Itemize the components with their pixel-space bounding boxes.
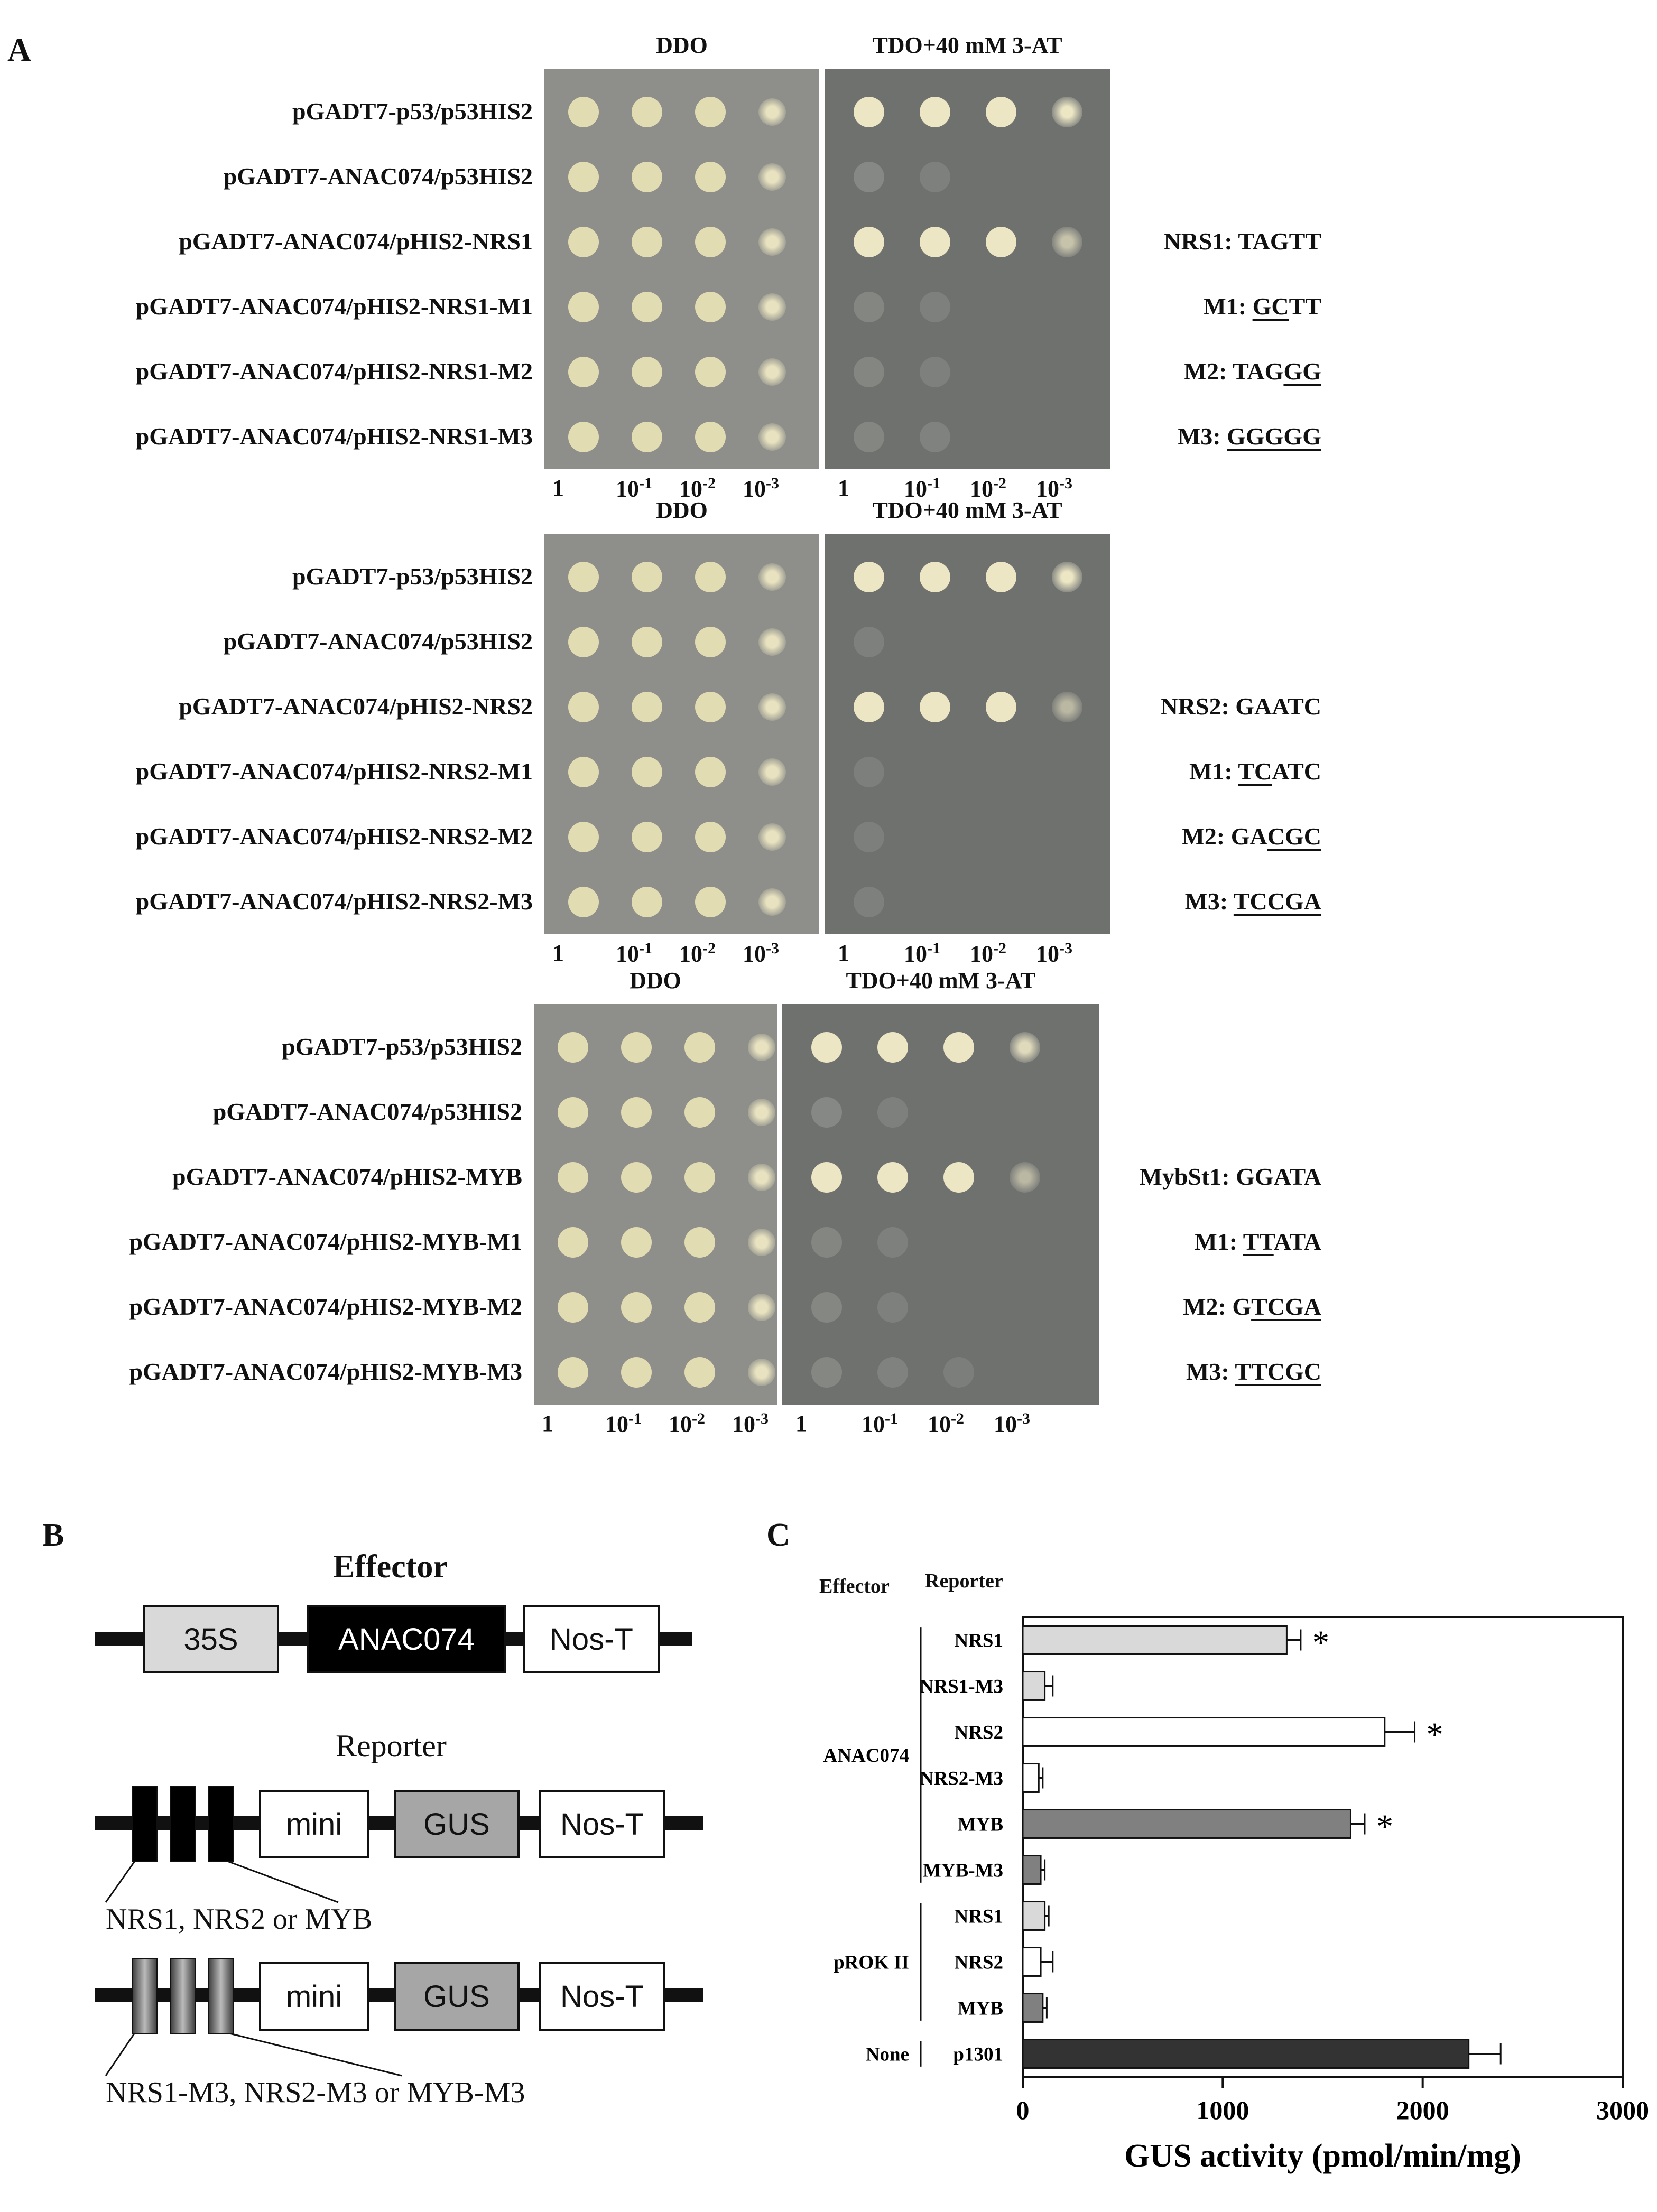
panel-b-letter: B [42,1517,64,1553]
site-prefix: M1: [1194,1228,1243,1255]
strain-label: pGADT7-p53/p53HIS2 [292,97,533,125]
dilution-exponent: -1 [639,940,652,957]
strain-label: pGADT7-ANAC074/pHIS2-NRS2-M3 [135,887,533,915]
strain-label: pGADT7-ANAC074/pHIS2-NRS2 [179,692,533,720]
bar [1023,2040,1469,2068]
dilution-base: 10 [904,476,927,502]
significance-mark: * [1312,1623,1329,1661]
x-tick-label: 0 [1016,2095,1030,2125]
dilution-exponent: -2 [702,475,716,492]
bar [1023,1718,1385,1746]
site-prefix: M3: [1184,887,1234,915]
dilution-exponent: -3 [755,1410,769,1427]
dilution-base: 10 [743,941,766,967]
reporter-title: Reporter [336,1728,447,1763]
dilution-exponent: -1 [639,475,652,492]
site-prefix: M2: [1183,1293,1233,1320]
dilution-base: 10 [994,1411,1017,1437]
reporter-caption-2: NRS1-M3, NRS2-M3 or MYB-M3 [106,2076,525,2109]
reporter-nos-t-box-2: Nos-T [539,1962,665,2031]
mutated-bases: GG [1283,357,1321,385]
dilution-exponent: -3 [1059,475,1072,492]
condition-header-ddo: DDO [656,497,708,523]
bar [1023,1856,1041,1884]
site-sequence: G [1232,1293,1252,1320]
dilution-base: 1 [795,1410,807,1436]
site-sequence: ATA [1273,1228,1321,1255]
condition-header-tdo: TDO+40 mM 3-AT [846,968,1036,993]
strain-label: pGADT7-ANAC074/pHIS2-NRS1-M1 [135,292,533,320]
site-prefix: M2: [1181,822,1231,850]
dilution-base: 10 [605,1411,628,1437]
category-label: NRS1 [954,1906,1003,1928]
dilution-exponent: -3 [1059,940,1072,957]
bar [1023,1902,1045,1930]
dilution-exponent: -2 [993,475,1006,492]
dilution-exponent: -2 [692,1410,705,1427]
condition-header-ddo: DDO [630,968,681,993]
dilution-exponent: -1 [885,1410,898,1427]
dilution-base: 10 [904,941,927,967]
category-label: MYB-M3 [922,1860,1003,1882]
mutated-bases: TCCGA [1233,887,1321,915]
reporter-caption-1: NRS1, NRS2 or MYB [106,1903,373,1936]
dilution-base: 10 [669,1411,692,1437]
dilution-base: 10 [970,476,993,502]
category-label: NRS1-M3 [919,1676,1003,1698]
bar [1023,1672,1045,1700]
strain-label: pGADT7-ANAC074/p53HIS2 [212,1098,522,1125]
reporter-mini-box-2: mini [259,1962,369,2031]
condition-header-tdo: TDO+40 mM 3-AT [872,497,1062,523]
dilution-base: 10 [970,941,993,967]
x-tick-label: 1000 [1196,2095,1249,2125]
significance-mark: * [1376,1807,1393,1845]
dilution-exponent: -2 [993,940,1006,957]
strain-label: pGADT7-ANAC074/pHIS2-MYB-M2 [129,1293,522,1320]
reporter-gus-box-1: GUS [394,1790,520,1858]
strain-label: pGADT7-ANAC074/pHIS2-NRS2-M1 [135,757,533,785]
strain-label: pGADT7-ANAC074/pHIS2-NRS2-M2 [135,822,533,850]
strain-label: pGADT7-ANAC074/pHIS2-MYB-M3 [129,1358,522,1385]
effector-nos-t-box: Nos-T [523,1605,660,1673]
site-sequence: TAG [1233,357,1284,385]
condition-header-tdo: TDO+40 mM 3-AT [872,32,1062,58]
mutated-bases: TCGA [1251,1293,1321,1320]
site-prefix: M3: [1177,422,1227,450]
dilution-base: 10 [743,476,766,502]
plot-frame [1023,1617,1623,2077]
dilution-base: 1 [838,475,849,501]
panel-a-letter: A [7,32,31,68]
dilution-exponent: -1 [927,475,940,492]
dilution-base: 10 [679,941,702,967]
site-sequence: TT [1289,292,1321,320]
site-prefix: NRS2: [1160,692,1236,720]
bar [1023,1626,1286,1655]
dilution-exponent: -1 [628,1410,642,1427]
dilution-base: 1 [552,475,564,501]
anac074-box: ANAC074 [307,1605,506,1673]
promoter-35s-box: 35S [143,1605,279,1673]
dilution-exponent: -3 [766,940,779,957]
x-tick-label: 3000 [1596,2095,1649,2125]
reporter-gus-box-2: GUS [394,1962,520,2031]
x-tick-label: 2000 [1396,2095,1449,2125]
strain-label: pGADT7-ANAC074/pHIS2-MYB-M1 [129,1228,522,1255]
effector-title: Effector [333,1549,448,1585]
effector-header: Effector [819,1575,890,1597]
site-sequence: GAATC [1235,692,1321,720]
bar [1023,1994,1043,2022]
mutated-bases: CGC [1267,822,1321,850]
dilution-base: 10 [616,941,639,967]
site-prefix: M1: [1203,292,1253,320]
dilution-base: 1 [552,940,564,966]
dilution-base: 10 [1036,941,1059,967]
reporter-mini-box-1: mini [259,1790,369,1858]
category-label: NRS2-M3 [919,1768,1003,1790]
condition-header-ddo: DDO [656,32,708,58]
category-label: MYB [957,1997,1003,2020]
dilution-exponent: -1 [927,940,940,957]
dilution-exponent: -3 [1017,1410,1030,1427]
strain-label: pGADT7-ANAC074/pHIS2-NRS1 [179,227,533,255]
site-prefix: MybSt1: [1139,1163,1236,1190]
reporter-nos-t-box-1: Nos-T [539,1790,665,1858]
dilution-base: 10 [679,476,702,502]
dilution-base: 10 [732,1411,755,1437]
dilution-base: 1 [542,1410,553,1436]
effector-group-label: pROK II [834,1951,909,1974]
site-prefix: M1: [1189,757,1238,785]
dilution-exponent: -2 [702,940,716,957]
effector-group-label: ANAC074 [823,1745,909,1767]
dilution-base: 10 [862,1411,885,1437]
site-sequence: TAGTT [1238,227,1321,255]
site-prefix: NRS1: [1163,227,1238,255]
mutated-bases: TTCGC [1235,1358,1321,1385]
mutated-bases: GGGGG [1227,422,1321,450]
panel-c-letter: C [766,1517,790,1553]
dilution-exponent: -2 [951,1410,964,1427]
strain-label: pGADT7-ANAC074/pHIS2-NRS1-M3 [135,422,533,450]
strain-label: pGADT7-ANAC074/pHIS2-MYB [172,1163,522,1190]
bar [1023,1948,1041,1976]
x-axis-label: GUS activity (pmol/min/mg) [1124,2138,1521,2174]
site-prefix: M3: [1186,1358,1235,1385]
significance-mark: * [1426,1715,1443,1753]
strain-label: pGADT7-p53/p53HIS2 [292,562,533,590]
site-sequence: GGATA [1236,1163,1321,1190]
dilution-base: 1 [838,940,849,966]
category-label: MYB [957,1814,1003,1836]
bar [1023,1810,1350,1838]
category-label: NRS2 [954,1951,1003,1974]
reporter-header: Reporter [925,1570,1003,1592]
site-sequence: GA [1230,822,1267,850]
dilution-base: 10 [928,1411,951,1437]
category-label: NRS2 [954,1722,1003,1744]
mutated-bases: TT [1243,1228,1274,1255]
strain-label: pGADT7-ANAC074/p53HIS2 [223,162,533,190]
effector-group-label: None [865,2043,909,2066]
site-prefix: M2: [1183,357,1233,385]
strain-label: pGADT7-p53/p53HIS2 [281,1033,522,1060]
category-label: NRS1 [954,1630,1003,1652]
site-sequence: ATC [1272,757,1321,785]
mutated-bases: TC [1238,757,1272,785]
dilution-base: 10 [616,476,639,502]
bar [1023,1764,1039,1792]
strain-label: pGADT7-ANAC074/p53HIS2 [223,627,533,655]
dilution-base: 10 [1036,476,1059,502]
mutated-bases: GC [1252,292,1289,320]
strain-label: pGADT7-ANAC074/pHIS2-NRS1-M2 [135,357,533,385]
dilution-exponent: -3 [766,475,779,492]
category-label: p1301 [953,2043,1003,2066]
